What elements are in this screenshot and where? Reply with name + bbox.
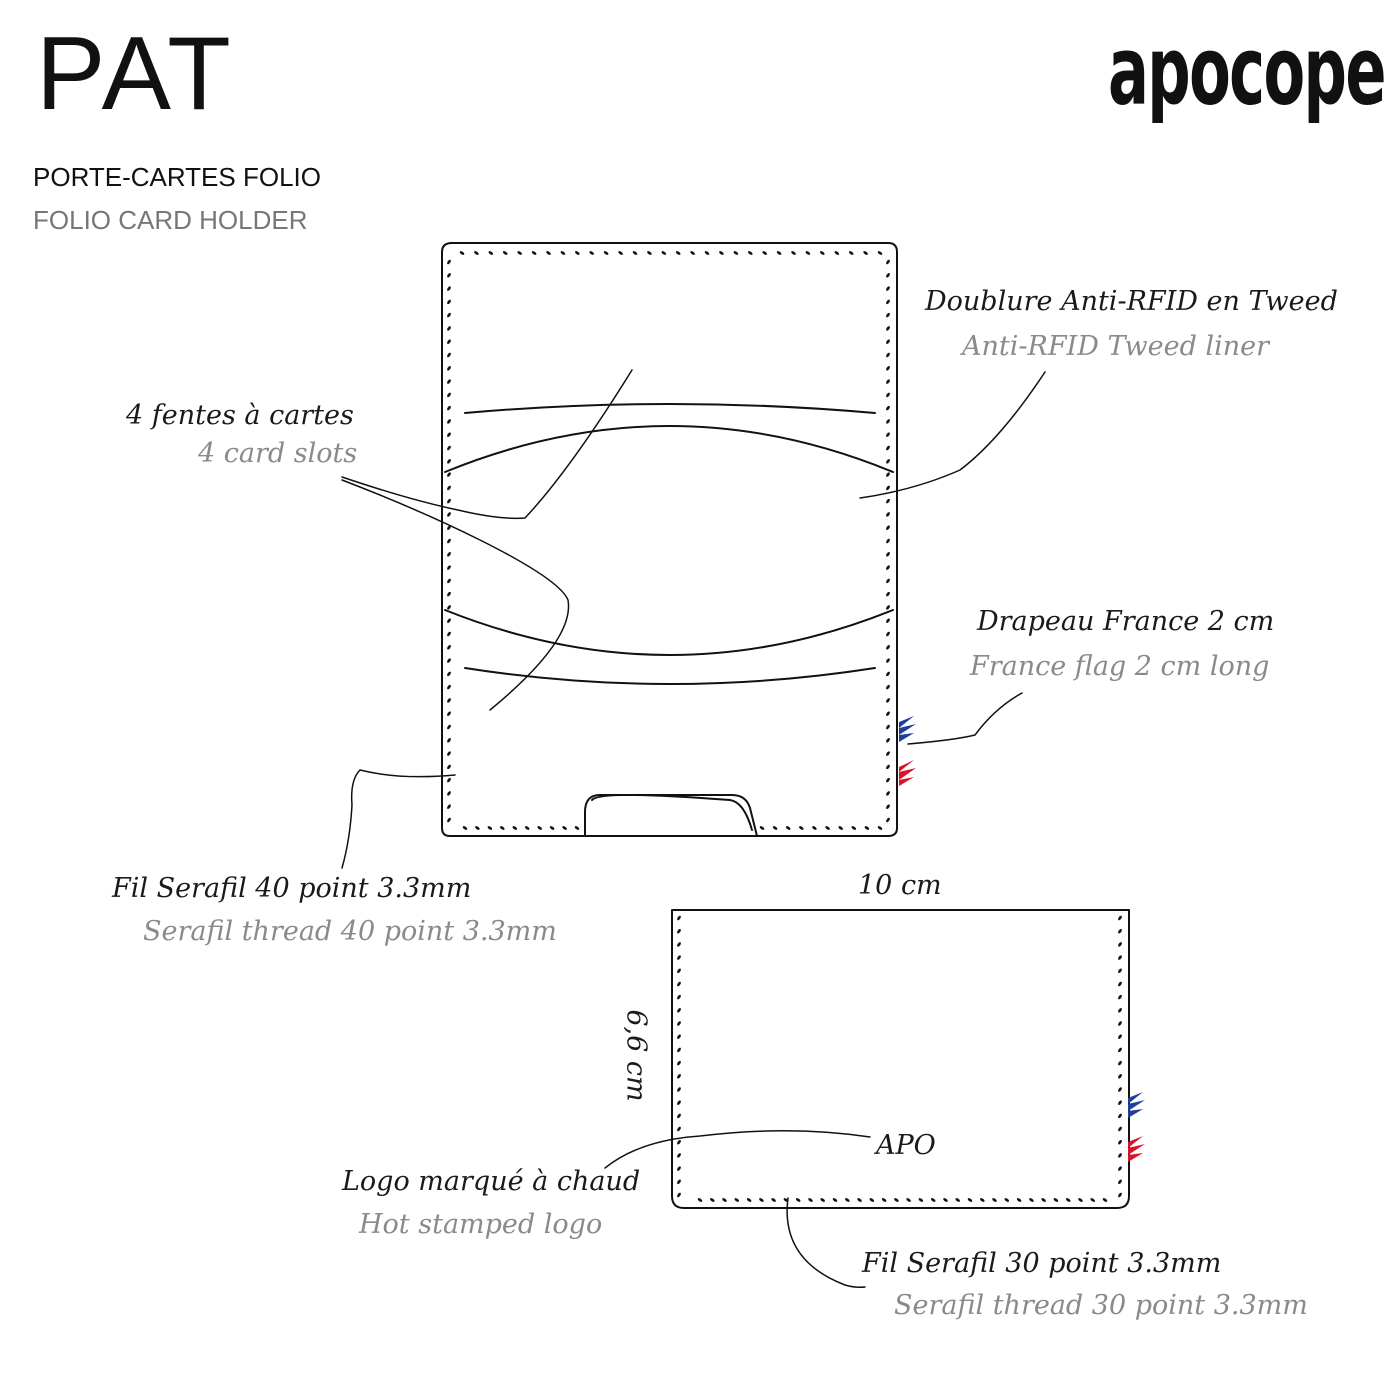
stitch-dot: [446, 804, 451, 810]
page-title: PAT: [36, 16, 235, 132]
stitch-dot: [798, 825, 804, 830]
stitch-dot: [562, 825, 568, 830]
stitch-dot: [632, 250, 638, 255]
stitch-dot: [864, 825, 870, 830]
closed-wallet-outline: [672, 910, 1129, 1208]
stitch-dot: [676, 941, 681, 947]
stitch-dot: [646, 250, 652, 255]
upper-pocket-edge: [445, 426, 893, 472]
stitch-dot: [1117, 928, 1122, 934]
stitch-dot: [676, 1179, 681, 1185]
stitch-dot: [885, 365, 890, 371]
stitch-dot: [834, 250, 840, 255]
stitch-dot: [819, 250, 825, 255]
stitch-dot: [446, 352, 451, 358]
stitch-dot: [446, 591, 451, 597]
flag-label-en: France flag 2 cm long: [970, 651, 1270, 682]
stitch-dot: [885, 432, 890, 438]
stitch-dot: [549, 825, 555, 830]
stitch-dot: [676, 1139, 681, 1145]
stitch-dot: [446, 432, 451, 438]
open-folio-outline: [442, 243, 897, 836]
stitch-dot: [446, 458, 451, 464]
stitch-dot: [811, 825, 817, 830]
stitch-dot: [1028, 1197, 1034, 1202]
stitch-dot: [992, 1197, 998, 1202]
stitch-dot: [832, 1197, 838, 1202]
stitch-dot: [885, 551, 890, 557]
leader-thread40: [342, 770, 455, 868]
stitch-dot: [885, 790, 890, 796]
stitch-dot: [885, 525, 890, 531]
stitch-dot: [676, 1073, 681, 1079]
logo-label-fr: Logo marqué à chaud: [342, 1166, 641, 1197]
stitch-dot: [885, 472, 890, 478]
stitch-dot: [446, 286, 451, 292]
stitch-dot: [805, 250, 811, 255]
liner-label-en: Anti-RFID Tweed liner: [962, 331, 1269, 362]
stitch-dot: [918, 1197, 924, 1202]
stitch-dot: [869, 1197, 875, 1202]
stitch-dot: [446, 631, 451, 637]
stitch-dot: [446, 790, 451, 796]
stitch-dot: [885, 485, 890, 491]
stitch-dot: [446, 379, 451, 385]
stitch-dot: [955, 1197, 961, 1202]
stitch-dot: [1117, 1126, 1122, 1132]
stitch-dot: [446, 764, 451, 770]
stitch-dot: [1117, 1113, 1122, 1119]
leader-card-slots-1: [342, 370, 632, 518]
stitch-dot: [747, 250, 753, 255]
thread40-label-en: Serafil thread 40 point 3.3mm: [143, 916, 557, 947]
stitch-dot: [885, 671, 890, 677]
stitch-dot: [885, 751, 890, 757]
stitch-dot: [446, 644, 451, 650]
stitch-dot: [885, 604, 890, 610]
stitch-dot: [676, 1100, 681, 1106]
stitch-dot: [943, 1197, 949, 1202]
stitch-dot: [446, 737, 451, 743]
stitch-dot: [979, 1197, 985, 1202]
stitch-dot: [446, 711, 451, 717]
stitch-dot: [446, 658, 451, 664]
stitch-dot: [772, 825, 778, 830]
stitch-dot: [877, 250, 883, 255]
stitch-dot: [771, 1197, 777, 1202]
stitch-dot: [885, 405, 890, 411]
stitch-dot: [885, 498, 890, 504]
stitch-dot: [474, 825, 480, 830]
stitch-dot: [446, 472, 451, 478]
stitch-dot: [1117, 1166, 1122, 1172]
stitch-dot: [885, 325, 890, 331]
stitch-dot: [446, 405, 451, 411]
stitch-dot: [560, 250, 566, 255]
stitch-dot: [1117, 1100, 1122, 1106]
stitch-dot: [1117, 1179, 1122, 1185]
stitch-dot: [697, 1197, 703, 1202]
stitch-dot: [446, 498, 451, 504]
stitch-dot: [473, 250, 479, 255]
stitch-dot: [1117, 1021, 1122, 1027]
stitch-dot: [512, 825, 518, 830]
stitch-dot: [718, 250, 724, 255]
stitch-dot: [885, 418, 890, 424]
stitch-dot: [676, 1087, 681, 1093]
stitch-dot: [462, 825, 468, 830]
stitch-dot: [676, 994, 681, 1000]
stitch-dot: [1117, 1034, 1122, 1040]
stitch-dot: [885, 724, 890, 730]
stitch-dot: [885, 764, 890, 770]
stitch-dot: [885, 658, 890, 664]
stitch-dot: [1117, 1087, 1122, 1093]
stitch-dot: [661, 250, 667, 255]
height-dimension: 6,6 cm: [620, 1009, 652, 1102]
stitch-dot: [446, 751, 451, 757]
stitch-dot: [851, 825, 857, 830]
stitch-dot: [848, 250, 854, 255]
stitch-dot: [446, 299, 451, 305]
stitch-dot: [820, 1197, 826, 1202]
lower-pocket-edge: [445, 610, 893, 655]
leader-flag: [908, 693, 1022, 744]
stitch-dot: [1090, 1197, 1096, 1202]
stitch-dot: [446, 604, 451, 610]
stitch-dot: [885, 379, 890, 385]
stitch-dot: [446, 551, 451, 557]
stitch-dot: [930, 1197, 936, 1202]
stitch-dot: [676, 1126, 681, 1132]
card-slots-label-en: 4 card slots: [198, 438, 358, 469]
stitch-dot: [676, 1034, 681, 1040]
stitch-dot: [1117, 1060, 1122, 1066]
stitch-dot: [1117, 1007, 1122, 1013]
thread30-label-en: Serafil thread 30 point 3.3mm: [894, 1290, 1308, 1321]
stitch-dot: [885, 511, 890, 517]
stitch-dot: [589, 250, 595, 255]
stitch-dot: [1117, 1139, 1122, 1145]
stitch-dot: [446, 485, 451, 491]
card-slot-line-1: [465, 404, 875, 413]
stitch-dot: [885, 737, 890, 743]
subtitle-french: PORTE-CARTES FOLIO: [33, 162, 321, 192]
stitch-dot: [885, 312, 890, 318]
stitch-dot: [885, 538, 890, 544]
logo-label-en: Hot stamped logo: [359, 1209, 603, 1240]
stitch-dot: [446, 312, 451, 318]
flag-blue-stripe: [899, 716, 916, 742]
stitch-dot: [885, 631, 890, 637]
stitch-dot: [603, 250, 609, 255]
stitch-dot: [517, 250, 523, 255]
stitch-dot: [446, 684, 451, 690]
stitch-dot: [863, 250, 869, 255]
stitch-dot: [733, 250, 739, 255]
leader-thread30: [787, 1198, 865, 1287]
leader-logo: [605, 1131, 870, 1168]
stitch-dot: [1065, 1197, 1071, 1202]
stitch-dot: [881, 1197, 887, 1202]
stitch-dot: [499, 825, 505, 830]
stitch-dot: [1016, 1197, 1022, 1202]
flag-closed-wallet: [1128, 1092, 1145, 1162]
stitch-dot: [446, 697, 451, 703]
stitch-dot: [758, 1197, 764, 1202]
stitch-dot: [675, 250, 681, 255]
stitch-dot: [825, 825, 831, 830]
stitch-dot: [857, 1197, 863, 1202]
stitch-dot: [676, 915, 681, 921]
stitch-dot: [808, 1197, 814, 1202]
thread30-label-fr: Fil Serafil 30 point 3.3mm: [862, 1248, 1222, 1279]
brand-logo: apocope: [1108, 16, 1385, 127]
stitch-dot: [446, 538, 451, 544]
stitch-dot: [885, 272, 890, 278]
stitch-dot: [885, 565, 890, 571]
stitch-dot: [877, 825, 883, 830]
stitch-dot: [502, 250, 508, 255]
flag-red-stripe: [1128, 1136, 1145, 1162]
liner-label-fr: Doublure Anti-RFID en Tweed: [925, 286, 1338, 317]
stitch-dot: [1117, 981, 1122, 987]
stitch-dot: [746, 1197, 752, 1202]
stitch-dot: [885, 339, 890, 345]
stitch-dot: [676, 928, 681, 934]
stitch-dot: [885, 644, 890, 650]
stitch-dot: [704, 250, 710, 255]
stitch-dot: [1117, 1073, 1122, 1079]
flag-red-stripe: [899, 760, 916, 786]
stitch-dot: [446, 392, 451, 398]
stitch-dot: [446, 618, 451, 624]
stitch-dot: [446, 365, 451, 371]
leader-card-slots-2: [342, 480, 569, 710]
stitch-dot: [446, 565, 451, 571]
stitch-dot: [1117, 941, 1122, 947]
stitch-dot: [785, 825, 791, 830]
stitch-dot: [690, 250, 696, 255]
stitch-dot: [734, 1197, 740, 1202]
inner-card-edge: [592, 795, 752, 830]
stitch-dot: [885, 458, 890, 464]
stitch-dot: [791, 250, 797, 255]
stitch-dot: [885, 445, 890, 451]
stitch-dot: [967, 1197, 973, 1202]
stitch-dot: [1117, 915, 1122, 921]
stitch-dot: [459, 250, 465, 255]
stitch-dot: [885, 591, 890, 597]
subtitle-english: FOLIO CARD HOLDER: [33, 205, 308, 235]
card-slots-label-fr: 4 fentes à cartes: [126, 400, 354, 431]
stitch-dot: [446, 671, 451, 677]
stitch-dot: [446, 325, 451, 331]
stitch-dot: [488, 250, 494, 255]
stitch-dot: [546, 250, 552, 255]
stitch-dot: [885, 299, 890, 305]
stitch-dot: [446, 578, 451, 584]
stitch-dot: [574, 825, 580, 830]
stitch-dot: [676, 1113, 681, 1119]
stitch-dot: [676, 1166, 681, 1172]
stitch-dot: [446, 418, 451, 424]
stitch-dot: [676, 1060, 681, 1066]
stitch-dot: [893, 1197, 899, 1202]
stitch-dot: [1117, 968, 1122, 974]
stitch-dot: [906, 1197, 912, 1202]
stitch-dot: [762, 250, 768, 255]
stitch-dot: [446, 445, 451, 451]
stitch-dot: [838, 825, 844, 830]
stamped-logo-text: APO: [876, 1130, 936, 1161]
stitch-dot: [1117, 1192, 1122, 1198]
stitch-dot: [487, 825, 493, 830]
stitch-dot: [524, 825, 530, 830]
flag-label-fr: Drapeau France 2 cm: [977, 606, 1275, 637]
stitch-dot: [446, 817, 451, 823]
stitch-dot: [1102, 1197, 1108, 1202]
stitch-dot: [676, 1007, 681, 1013]
stitch-dot: [446, 272, 451, 278]
stitch-dot: [885, 684, 890, 690]
stitch-dot: [1053, 1197, 1059, 1202]
stitch-dot: [885, 259, 890, 265]
stitch-dot: [722, 1197, 728, 1202]
stitch-dot: [676, 955, 681, 961]
stitch-dot: [574, 250, 580, 255]
stitch-dot: [885, 352, 890, 358]
stitch-dot: [885, 618, 890, 624]
stitch-dot: [795, 1197, 801, 1202]
stitch-dot: [885, 392, 890, 398]
stitch-dot: [618, 250, 624, 255]
stitch-dot: [844, 1197, 850, 1202]
stitch-dot: [446, 339, 451, 345]
stitch-dot: [885, 286, 890, 292]
stitch-dot: [531, 250, 537, 255]
stitch-dot: [537, 825, 543, 830]
stitch-dot: [676, 1047, 681, 1053]
stitch-dot: [676, 1192, 681, 1198]
thread40-label-fr: Fil Serafil 40 point 3.3mm: [112, 873, 472, 904]
width-dimension: 10 cm: [858, 870, 942, 901]
stitch-dot: [885, 711, 890, 717]
stitch-dot: [885, 578, 890, 584]
stitch-dot: [1117, 1047, 1122, 1053]
stitch-dot: [676, 1152, 681, 1158]
stitch-dot: [1117, 994, 1122, 1000]
stitch-dot: [1041, 1197, 1047, 1202]
stitch-dot: [446, 259, 451, 265]
stitch-dot: [776, 250, 782, 255]
stitch-dot: [446, 511, 451, 517]
stitch-dot: [1117, 955, 1122, 961]
stitch-dot: [676, 968, 681, 974]
stitch-dot: [446, 724, 451, 730]
card-slot-line-2: [465, 668, 875, 684]
stitch-dot: [885, 697, 890, 703]
stitch-dot: [446, 777, 451, 783]
stitch-dot: [1078, 1197, 1084, 1202]
stitch-dot: [676, 981, 681, 987]
stitch-dot: [676, 1021, 681, 1027]
flag-blue-stripe: [1128, 1092, 1145, 1118]
stitch-dot: [885, 804, 890, 810]
flag-open-folio: [899, 716, 916, 786]
stitch-dot: [709, 1197, 715, 1202]
stitch-dot: [759, 825, 765, 830]
stitch-dot: [1117, 1152, 1122, 1158]
stitch-dot: [1004, 1197, 1010, 1202]
stitch-dot: [885, 817, 890, 823]
stitch-dot: [885, 777, 890, 783]
